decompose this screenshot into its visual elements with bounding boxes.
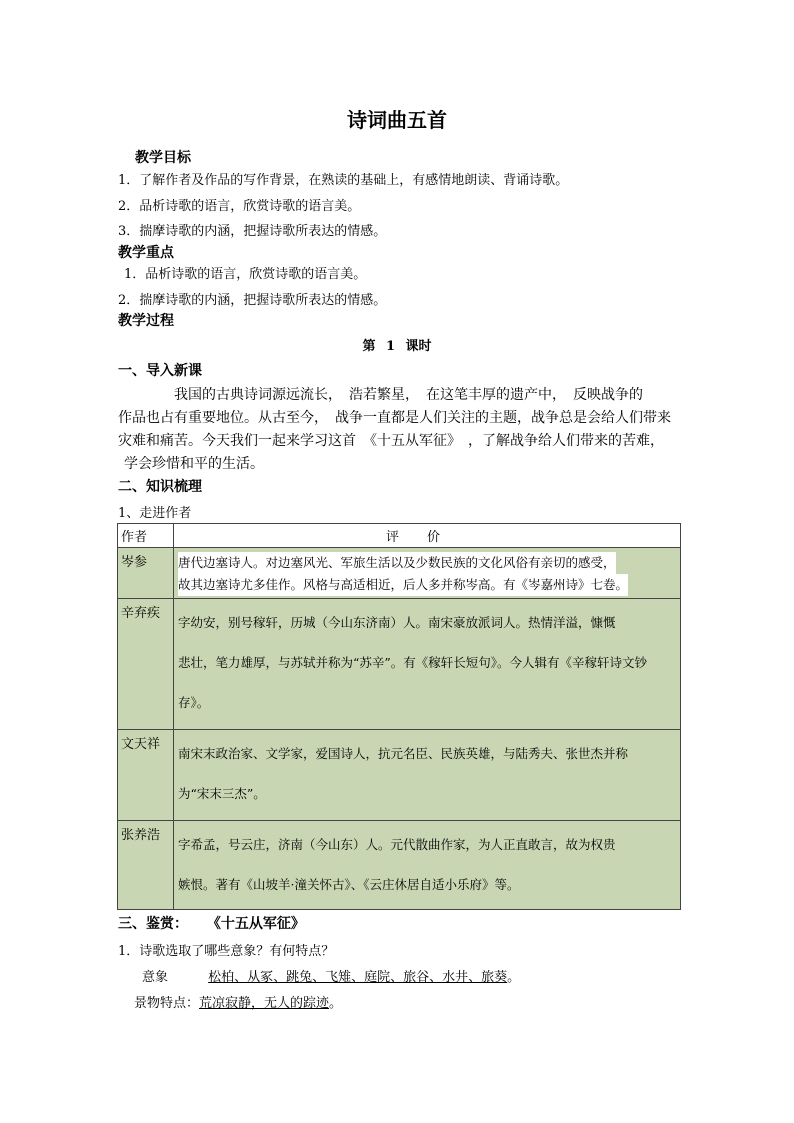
knowledge-subheading: 1、走进作者 [118, 506, 192, 521]
author-eval [174, 730, 681, 821]
col-eval-header: 评价 [174, 524, 681, 548]
author-eval [174, 548, 681, 599]
key-points-heading: 教学重点 [118, 245, 174, 261]
key-point-item: 2．揣摩诗歌的内涵，把握诗歌所表达的情感。 [118, 293, 387, 308]
scene-end: 。 [329, 996, 343, 1011]
imagery-line [142, 966, 520, 985]
page-title: 诗词曲五首 [347, 108, 447, 132]
author-eval [174, 599, 681, 730]
table-header-row [118, 524, 681, 548]
scene-label: 景物特点： [134, 996, 200, 1011]
scene-value: 荒凉寂静，无人的踪迹 [199, 996, 330, 1011]
table-row [118, 599, 681, 730]
knowledge-heading: 二、知识梳理 [118, 479, 202, 495]
scene-line [134, 992, 342, 1011]
author-name: 岑参 [118, 548, 174, 599]
objectives-heading: 教学目标 [135, 150, 191, 166]
author-table [117, 523, 681, 910]
objective-item: 2．品析诗歌的语言，欣赏诗歌的语言美。 [118, 199, 361, 214]
author-eval [174, 821, 681, 910]
table-row [118, 548, 681, 599]
appreciation-label: 三、鉴赏： [118, 916, 188, 932]
eval-line: 南宋末政治家、文学家，爱国诗人，抗元名臣、民族英雄，与陆秀夫、张世杰并称 [178, 746, 629, 761]
imagery-label: 意象 [142, 970, 169, 985]
intro-paragraph [118, 384, 680, 476]
intro-line: 学会珍惜和平的生活。 [124, 456, 264, 472]
author-name: 辛弃疾 [118, 599, 174, 730]
eval-line: 存》。 [178, 695, 210, 710]
author-name: 文天祥 [118, 730, 174, 821]
table-row [118, 730, 681, 821]
table-row [118, 821, 681, 910]
lesson-number: 第 1 课时 [362, 339, 432, 354]
eval-line: 嫉恨。著有《山坡羊·潼关怀古》、《云庄休居自适小乐府》等。 [178, 877, 520, 892]
intro-heading: 一、导入新课 [118, 363, 202, 379]
eval-line: 为“宋末三杰”。 [178, 786, 266, 801]
imagery-end: 。 [507, 970, 521, 985]
key-point-item: 1．品析诗歌的语言，欣赏诗歌的语言美。 [124, 267, 367, 282]
eval-line: 悲壮，笔力雄厚，与苏轼并称为“苏辛”。有《稼轩长短句》。今人辑有《辛稼轩诗文钞 [178, 655, 648, 670]
eval-line: 字幼安，别号稼轩，历城（今山东济南）人。南宋豪放派词人。热情洋溢，慷慨 [178, 615, 616, 630]
eval-line: 故其边塞诗尤多佳作。风格与高适相近，后人多并称岑高。有《岑嘉州诗》七卷。 [178, 574, 628, 596]
intro-line: 作品也占有重要地位。从古至今， 战争一直都是人们关注的主题，战争总是会给人们带来 [118, 410, 671, 426]
appreciation-heading [118, 913, 305, 933]
objective-item: 3．揣摩诗歌的内涵，把握诗歌所表达的情感。 [118, 224, 387, 239]
intro-line: 灾难和痛苦。今天我们一起来学习这首 《十五从军征》 ，了解战争给人们带来的苦难， [118, 433, 664, 449]
author-name: 张养浩 [118, 821, 174, 910]
imagery-value: 松柏、从冢、跳兔、飞雉、庭院、旅谷、水井、旅葵 [208, 970, 508, 985]
intro-line: 我国的古典诗词源远流长， 浩若繁星， 在这笔丰厚的遗产中， 反映战争的 [174, 387, 643, 403]
col-author-header: 作者 [118, 524, 174, 548]
eval-line: 唐代边塞诗人。对边塞风光、军旅生活以及少数民族的文化风俗有亲切的感受， [178, 552, 616, 574]
question-1: 1．诗歌选取了哪些意象？有何特点？ [118, 944, 335, 959]
eval-line: 字希孟，号云庄，济南（今山东）人。元代散曲作家，为人正直敢言，故为权贵 [178, 837, 616, 852]
objective-item: 1．了解作者及作品的写作背景，在熟读的基础上，有感情地朗读、背诵诗歌。 [118, 173, 569, 188]
appreciation-work: 《十五从军征》 [206, 916, 305, 932]
process-heading: 教学过程 [118, 313, 174, 329]
